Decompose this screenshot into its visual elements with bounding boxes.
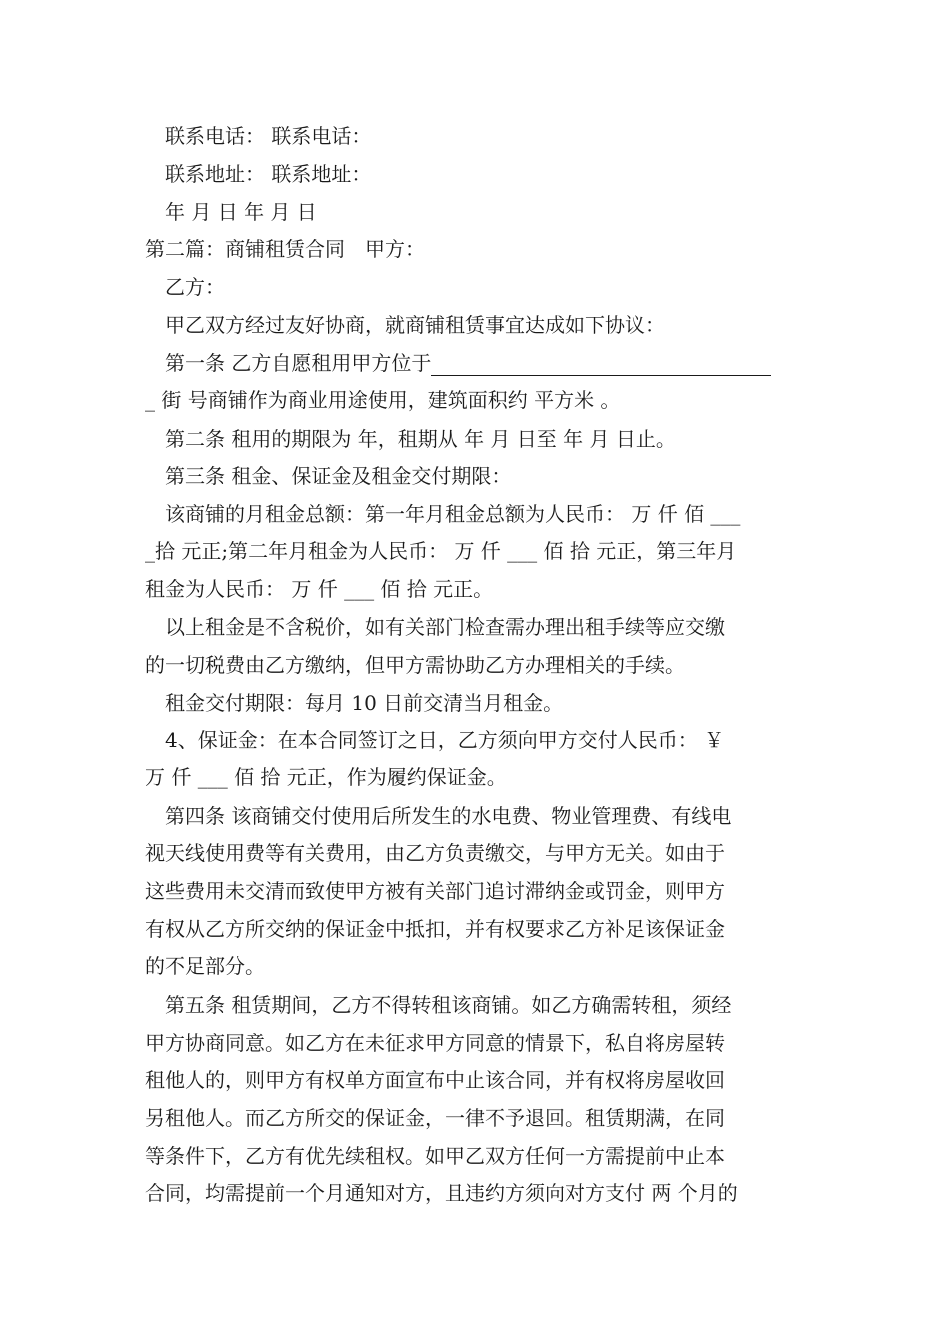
article-5-line-2: 甲方协商同意。如乙方在未征求甲方同意的情景下，私自将房屋转 [145,1031,725,1055]
article-4-line-1: 第四条 该商铺交付使用后所发生的水电费、物业管理费、有线电 [165,804,732,828]
article-1-line-2: _ 街 号商铺作为商业用途使用，建筑面积约 平方米 。 [145,388,621,412]
rent-line-2: _拾 元正;第二年月租金为人民币： 万 仟 ___ 佰 拾 元正，第三年月 [145,539,737,563]
article-3-line: 第三条 租金、保证金及租金交付期限： [165,464,512,488]
contact-phone-line: 联系电话： 联系电话： [165,124,372,148]
article-4-line-4: 有权从乙方所交纳的保证金中抵扣，并有权要求乙方补足该保证金 [145,917,725,941]
article-2-line: 第二条 租用的期限为 年，租期从 年 月 日至 年 月 日止。 [165,427,676,451]
rent-line-3: 租金为人民币： 万 仟 ___ 佰 拾 元正。 [145,577,494,601]
article-1-text: 第一条 乙方自愿租用甲方位于 [165,351,432,375]
section-title: 第二篇：商铺租赁合同 甲方： [145,237,425,261]
article-5-line-5: 等条件下，乙方有优先续租权。如甲乙双方任何一方需提前中止本 [145,1144,725,1168]
tax-line-1: 以上租金是不含税价，如有关部门检查需办理出租手续等应交缴 [165,615,725,639]
article-5-line-4: 另租他人。而乙方所交的保证金，一律不予退回。租赁期满，在同 [145,1106,725,1130]
deposit-line-2: 万 仟 ___ 佰 拾 元正，作为履约保证金。 [145,765,507,789]
intro-line: 甲乙双方经过友好协商，就商铺租赁事宜达成如下协议： [165,313,665,337]
article-4-line-3: 这些费用未交清而致使甲方被有关部门追讨滞纳金或罚金，则甲方 [145,879,725,903]
party-b-line: 乙方： [165,275,225,299]
contact-address-line: 联系地址： 联系地址： [165,162,372,186]
date-line: 年 月 日 年 月 日 [165,200,317,224]
fill-in-blank [431,351,771,376]
deposit-line-1: 4、保证金：在本合同签订之日，乙方须向甲方交付人民币： ￥ [165,728,725,752]
article-4-line-2: 视天线使用费等有关费用，由乙方负责缴交，与甲方无关。如由于 [145,841,725,865]
article-5-line-6: 合同，均需提前一个月通知对方，且违约方须向对方支付 两 个月的 [145,1181,738,1205]
article-5-line-1: 第五条 租赁期间，乙方不得转租该商铺。如乙方确需转租，须经 [165,993,732,1017]
rent-line-1: 该商铺的月租金总额：第一年月租金总额为人民币： 万 仟 佰 ___ [165,502,741,526]
payment-deadline-line: 租金交付期限：每月 10 日前交清当月租金。 [165,691,564,715]
tax-line-2: 的一切税费由乙方缴纳，但甲方需协助乙方办理相关的手续。 [145,653,685,677]
article-1-line-1 [165,344,771,382]
article-4-line-5: 的不足部分。 [145,954,265,978]
article-5-line-3: 租他人的，则甲方有权单方面宣布中止该合同，并有权将房屋收回 [145,1068,725,1092]
